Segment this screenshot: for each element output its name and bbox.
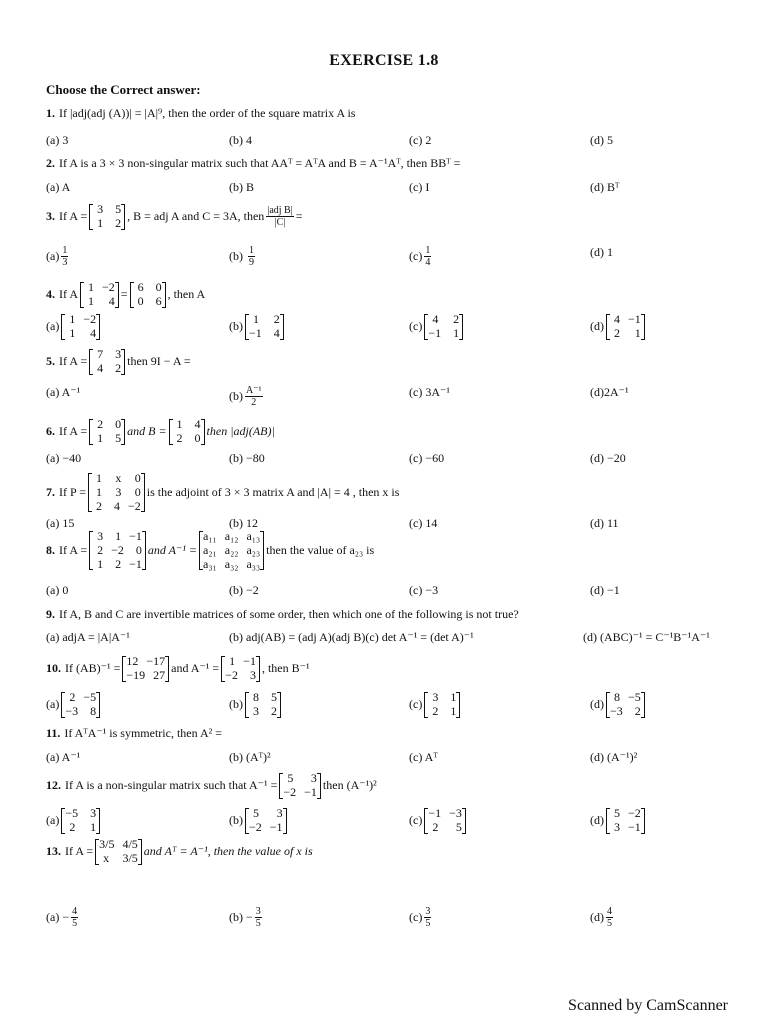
question-text-post: then 9I − A = xyxy=(127,354,191,369)
matrix-entry: 1 xyxy=(96,471,102,485)
matrix-entry: 1 xyxy=(69,312,76,326)
question-8 xyxy=(46,530,374,571)
matrix-entry: a₂₂ xyxy=(224,542,239,557)
question-number: 13. xyxy=(46,844,61,859)
option-c: (c) $\frac{3}{5}$ xyxy=(409,906,431,929)
option-d: (d) (ABC)⁻¹ = C⁻¹B⁻¹A⁻¹ xyxy=(583,630,710,644)
matrix-A xyxy=(89,348,125,376)
matrix-row xyxy=(65,691,96,705)
matrix xyxy=(221,655,260,683)
option-b: (b) $\frac{\text{A⁻¹}}{2}$ xyxy=(229,385,262,408)
matrix-row xyxy=(93,544,142,558)
matrix-P xyxy=(88,472,145,513)
option-c: (c) −1 −3 2 5 xyxy=(409,807,468,835)
matrix-entry: 1 xyxy=(450,703,457,718)
matrix-entry: 1 xyxy=(90,819,97,834)
option-a: (a) A xyxy=(46,180,71,194)
option-b: (b) B xyxy=(229,180,254,194)
matrix-entry: x xyxy=(103,850,110,865)
matrix-row xyxy=(249,327,280,341)
matrix-entry: −2 xyxy=(225,667,238,682)
question-text-pre: If A = xyxy=(59,209,88,224)
matrix-entry: 1 xyxy=(253,312,259,326)
matrix-entry: 2 xyxy=(273,312,280,326)
matrix-entry: −5 xyxy=(83,690,97,704)
question-number: 8. xyxy=(46,543,55,558)
option-c: (c) I xyxy=(409,180,430,194)
matrix-row xyxy=(428,327,459,341)
matrix-row xyxy=(65,313,96,327)
option-b: (b) (Aᵀ)² xyxy=(229,750,271,764)
matrix-entry: 2 xyxy=(97,417,104,431)
option-d: (d) 5 −2 3 −1 xyxy=(590,807,647,835)
option-a: (a) 3 xyxy=(46,133,69,147)
question-text-post: = xyxy=(295,209,303,224)
matrix-entry: 4 xyxy=(273,325,280,340)
matrix-row xyxy=(65,821,96,835)
matrix-row xyxy=(610,705,641,719)
matrix-row xyxy=(283,772,317,786)
matrix-row xyxy=(610,313,641,327)
matrix-row xyxy=(93,432,121,446)
option-b: (b) $\frac{1}{9}$ xyxy=(229,245,254,268)
matrix-entry: −19 xyxy=(126,667,146,682)
matrix-row xyxy=(93,362,121,376)
question-1 xyxy=(46,106,355,121)
matrix-row xyxy=(428,807,462,821)
matrix-entry: a₂₃ xyxy=(246,542,261,557)
option-c: (c) 4 2 −1 1 xyxy=(409,313,465,341)
question-text-mid: and A⁻¹ = xyxy=(147,543,198,558)
page-title: EXERCISE 1.8 xyxy=(329,52,439,69)
matrix-entry: a₂₁ xyxy=(203,542,217,557)
question-2 xyxy=(46,156,460,171)
question-text-post: is the adjoint of 3 × 3 matrix A and |A| = 4 , then x is xyxy=(146,485,400,500)
question-4 xyxy=(46,281,205,309)
matrix xyxy=(279,772,321,800)
matrix-entry: −2 xyxy=(128,498,141,513)
question-number: 1. xyxy=(46,106,55,120)
matrix-entry: −1 xyxy=(249,325,262,340)
matrix-row xyxy=(134,295,162,309)
matrix-row xyxy=(92,500,141,514)
question-text-pre: If A xyxy=(59,287,78,302)
question-number: 5. xyxy=(46,354,55,369)
matrix-entry: 5 xyxy=(115,430,122,445)
option-c: (c) −60 xyxy=(409,451,445,465)
matrix-entry: 2 xyxy=(115,215,122,230)
matrix-B xyxy=(169,418,205,446)
matrix-entry: −17 xyxy=(146,654,166,668)
question-text-pre: If A = xyxy=(59,424,88,439)
option-a: (a) adjA = |A|A⁻¹ xyxy=(46,630,130,644)
matrix-entry: −1 xyxy=(269,819,283,834)
question-text-pre: If A = xyxy=(59,354,88,369)
matrix-entry: a₃₃ xyxy=(246,556,261,571)
matrix-row xyxy=(249,821,283,835)
matrix-entry: 4 xyxy=(90,325,97,340)
question-text-pre: If A = xyxy=(59,543,88,558)
matrix-entry: 5 xyxy=(287,771,294,785)
question-12 xyxy=(46,772,377,800)
matrix-entry: 2 xyxy=(634,703,641,718)
matrix-row xyxy=(93,348,121,362)
matrix-entry: 1 xyxy=(96,484,102,499)
question-text: If A is a 3 × 3 non-singular matrix such that AAᵀ = AᵀA and B = A⁻¹Aᵀ, then BBᵀ = xyxy=(59,156,461,170)
option-a: (a) − $\frac{4}{5}$ xyxy=(46,906,78,929)
matrix-entry: −1 xyxy=(243,654,256,668)
matrix-row xyxy=(65,705,96,719)
matrix-row xyxy=(428,705,456,719)
option-c: (c) Aᵀ xyxy=(409,750,438,764)
matrix-row xyxy=(428,313,459,327)
matrix-entry: 1 xyxy=(97,430,104,445)
option-a: (a) −5 3 2 1 xyxy=(46,807,102,835)
matrix-row xyxy=(126,655,165,669)
question-7 xyxy=(46,472,399,513)
option-c: (c) 2 xyxy=(409,133,432,147)
matrix-entry: −2 xyxy=(283,784,297,799)
option-c: (c) 3 1 2 1 xyxy=(409,691,462,719)
matrix-entry: 2 xyxy=(176,430,183,445)
matrix-entry: −2 xyxy=(249,819,262,834)
matrix-entry: 8 xyxy=(90,703,97,718)
question-text-post: then (A⁻¹)² xyxy=(322,778,377,793)
question-text: If A, B and C are invertible matrices of some order, then which one of the following is not true? xyxy=(59,607,519,621)
question-5 xyxy=(46,348,191,376)
matrix xyxy=(122,655,169,683)
matrix-entry: 5 xyxy=(271,690,277,704)
matrix-entry: 2 xyxy=(432,703,439,718)
matrix-entry: −2 xyxy=(628,806,641,820)
question-number: 7. xyxy=(46,485,55,500)
matrix-entry: a₃₁ xyxy=(203,556,217,571)
matrix-entry: 5 xyxy=(455,819,462,834)
question-number: 12. xyxy=(46,778,61,793)
matrix-entry: 4 xyxy=(114,498,120,513)
matrix-row xyxy=(65,807,96,821)
matrix-entry: 1 xyxy=(450,690,457,704)
question-text-post: then |adj(AB)| xyxy=(206,424,275,439)
fraction: $\frac{\text{|adj B|}}{|C|}$ xyxy=(267,205,293,229)
option-b: (b) −2 xyxy=(229,583,259,597)
option-a: (a) A⁻¹ xyxy=(46,385,81,399)
option-d: (d) 4 −1 2 1 xyxy=(590,313,647,341)
question-text-mid: and B = xyxy=(127,424,167,439)
matrix-entry: 3 xyxy=(249,667,256,682)
matrix-entry: 5 xyxy=(253,806,259,820)
matrix-row xyxy=(249,705,277,719)
option-a: (a) A⁻¹ xyxy=(46,750,81,764)
option-a: (a) $\frac{1}{3}$ xyxy=(46,245,68,268)
matrix-entry: 7 xyxy=(97,347,104,361)
matrix-entry: −2 xyxy=(111,542,124,557)
matrix-entry: 5 xyxy=(115,202,122,216)
equals-sign: = xyxy=(120,287,128,302)
matrix-entry: −1 xyxy=(304,784,317,799)
matrix-entry: a₁₂ xyxy=(224,529,239,543)
option-a: (a) −40 xyxy=(46,451,82,465)
matrix-entry: 1 xyxy=(634,325,641,340)
scanner-watermark: Scanned by CamScanner xyxy=(568,997,728,1014)
matrix-entry: 4 xyxy=(432,312,439,326)
option-b: (b) −80 xyxy=(229,451,265,465)
matrix-row xyxy=(84,295,115,309)
option-a: (a) 0 xyxy=(46,583,69,597)
matrix-entry: 8 xyxy=(253,690,259,704)
matrix-row xyxy=(225,669,256,683)
matrix-entry: −1 xyxy=(628,312,641,326)
question-number: 3. xyxy=(46,209,55,224)
matrix-entry: 2 xyxy=(453,312,460,326)
matrix-row xyxy=(92,486,141,500)
question-number: 6. xyxy=(46,424,55,439)
matrix-row xyxy=(203,558,260,572)
matrix-entry: −1 xyxy=(129,529,142,543)
option-c: (c) $\frac{1}{4}$ xyxy=(409,245,431,268)
matrix-entry: 1 xyxy=(69,325,76,340)
matrix-entry: 27 xyxy=(153,667,166,682)
matrix-entry: 1 xyxy=(115,529,122,543)
matrix-entry: 2 xyxy=(69,690,76,704)
question-number: 2. xyxy=(46,156,55,170)
matrix-entry: 4/5 xyxy=(122,837,138,851)
matrix-entry: 12 xyxy=(126,654,139,668)
matrix-entry: 3 xyxy=(432,690,439,704)
question-text-post: , then B⁻¹ xyxy=(261,661,310,676)
matrix-row xyxy=(173,418,201,432)
option-d: (d) 11 xyxy=(590,516,619,530)
matrix-entry: 6 xyxy=(137,280,144,294)
matrix-row xyxy=(92,472,141,486)
matrix-entry: 4 xyxy=(614,312,620,326)
option-d: (d) 5 xyxy=(590,133,613,147)
matrix-entry: −5 xyxy=(628,690,641,704)
instructions: Choose the Correct answer: xyxy=(46,82,201,97)
option-b: (b) 4 xyxy=(229,133,252,147)
option-b: (b) 8 5 3 2 xyxy=(229,691,283,719)
matrix-entry: −5 xyxy=(65,806,79,820)
matrix-row xyxy=(93,558,142,572)
matrix-row xyxy=(134,281,162,295)
option-a: (a) 1 −2 1 4 xyxy=(46,313,102,341)
option-d: (d) −1 xyxy=(590,583,620,597)
matrix-entry: 3 xyxy=(90,806,97,820)
option-d: (d) $\frac{4}{5}$ xyxy=(590,906,612,929)
matrix-entry: a₃₂ xyxy=(224,556,239,571)
matrix-row xyxy=(225,655,256,669)
matrix-row xyxy=(249,313,280,327)
matrix-entry: −1 xyxy=(628,819,641,834)
question-10 xyxy=(46,655,310,683)
matrix-entry: 3 xyxy=(97,202,104,216)
matrix-row xyxy=(249,691,277,705)
question-text-pre: If A = xyxy=(65,844,94,859)
matrix-row xyxy=(84,281,115,295)
matrix-entry: 0 xyxy=(134,484,141,499)
matrix-row xyxy=(610,691,641,705)
option-d: (d) −20 xyxy=(590,451,626,465)
question-11 xyxy=(46,726,222,741)
question-number: 10. xyxy=(46,661,61,676)
option-a: (a) 2 −5 −3 8 xyxy=(46,691,102,719)
matrix-row xyxy=(93,203,121,217)
question-text: If |adj(adj (A))| = |A|⁹, then the order of the square matrix A is xyxy=(59,106,356,120)
matrix-A xyxy=(89,530,146,571)
matrix-entry: a₁₃ xyxy=(246,529,261,543)
matrix-row xyxy=(249,807,283,821)
question-13 xyxy=(46,838,313,866)
matrix-entry: 0 xyxy=(137,293,144,308)
matrix-entry: 5 xyxy=(614,806,620,820)
question-text: If AᵀA⁻¹ is symmetric, then A² = xyxy=(64,726,222,740)
matrix-entry: 6 xyxy=(155,293,162,308)
matrix-row xyxy=(126,669,165,683)
matrix-entry: 0 xyxy=(194,430,201,445)
matrix-entry: −2 xyxy=(102,280,115,294)
question-text-post: then the value of a₂₃ is xyxy=(266,543,375,558)
option-a: (a) 15 xyxy=(46,516,75,530)
option-c: (c) 3A⁻¹ xyxy=(409,385,450,399)
matrix-entry: 3 xyxy=(614,819,620,834)
matrix-row xyxy=(283,786,317,800)
matrix-entry: 4 xyxy=(108,293,115,308)
question-text-pre: If (AB)⁻¹ = xyxy=(65,661,121,676)
matrix-entry: −1 xyxy=(129,556,142,571)
question-3 xyxy=(46,203,302,231)
matrix-row xyxy=(428,691,456,705)
matrix-entry: 4 xyxy=(97,360,104,375)
matrix-entry: 3 xyxy=(276,806,283,820)
matrix-entry: 1 xyxy=(88,293,94,308)
matrix-A xyxy=(95,838,142,866)
matrix-entry: 0 xyxy=(135,542,142,557)
matrix-entry: −3 xyxy=(610,703,623,718)
matrix-entry: 2 xyxy=(614,325,620,340)
matrix-A xyxy=(89,203,125,231)
question-9 xyxy=(46,607,519,622)
matrix-row xyxy=(93,217,121,231)
matrix-entry: 0 xyxy=(134,471,141,485)
matrix-entry: 1 xyxy=(97,215,104,230)
question-number: 4. xyxy=(46,287,55,302)
option-d: (d) (A⁻¹)² xyxy=(590,750,638,764)
matrix-entry: −3 xyxy=(449,806,462,820)
matrix-entry: 1 xyxy=(176,417,183,431)
matrix-entry: −1 xyxy=(428,325,442,340)
matrix-entry: 3 xyxy=(310,771,317,785)
matrix-entry: x xyxy=(115,471,122,485)
matrix-entry: 2 xyxy=(432,819,439,834)
matrix-entry: −1 xyxy=(428,806,442,820)
option-c: (c) 14 xyxy=(409,516,438,530)
matrix-entry: 2 xyxy=(115,360,122,375)
matrix-row xyxy=(93,530,142,544)
option-b-c: (b) adj(AB) = (adj A)(adj B)(c) det A⁻¹ = (det A)⁻¹ xyxy=(229,630,474,644)
option-c: (c) −3 xyxy=(409,583,439,597)
matrix-entry: 0 xyxy=(155,280,162,294)
option-d: (d)2A⁻¹ xyxy=(590,385,629,399)
option-b: (b) 1 2 −1 4 xyxy=(229,313,286,341)
matrix-A-inverse xyxy=(199,530,264,571)
matrix xyxy=(130,281,166,309)
matrix-entry: 4 xyxy=(194,417,201,431)
option-d: (d) Bᵀ xyxy=(590,180,620,194)
matrix-entry: 3 xyxy=(97,529,104,543)
matrix-entry: 2 xyxy=(96,498,102,513)
matrix-entry: 2 xyxy=(97,542,104,557)
matrix-entry: 2 xyxy=(69,819,76,834)
matrix-entry: 3/5 xyxy=(122,850,138,865)
matrix-entry: 0 xyxy=(115,417,122,431)
matrix-entry: 1 xyxy=(229,654,236,668)
matrix-row xyxy=(203,544,260,558)
question-text-mid: , B = adj A and C = 3A, then xyxy=(127,209,265,224)
matrix-entry: 2 xyxy=(115,556,122,571)
question-text-mid: and A⁻¹ = xyxy=(171,661,220,676)
matrix-row xyxy=(65,327,96,341)
matrix xyxy=(80,281,119,309)
matrix-entry: −3 xyxy=(65,703,79,718)
question-number: 9. xyxy=(46,607,55,621)
matrix-row xyxy=(203,530,260,544)
option-d: (d) 1 xyxy=(590,245,613,259)
question-text-post: , then A xyxy=(167,287,206,302)
question-text-post: and Aᵀ = A⁻¹, then the value of x is xyxy=(143,844,313,859)
matrix-row xyxy=(93,418,121,432)
option-d: (d) 8 −5 −3 2 xyxy=(590,691,647,719)
question-text-pre: If P = xyxy=(59,485,86,500)
matrix-row xyxy=(99,852,138,866)
question-text-pre: If A is a non-singular matrix such that A⁻¹ = xyxy=(65,778,278,793)
matrix-row xyxy=(610,821,641,835)
option-b: (b) − $\frac{3}{5}$ xyxy=(229,906,261,929)
matrix-row xyxy=(610,807,641,821)
matrix-entry: 3/5 xyxy=(99,837,115,851)
matrix-row xyxy=(610,327,641,341)
question-number: 11. xyxy=(46,726,61,740)
matrix-row xyxy=(428,821,462,835)
matrix-entry: 2 xyxy=(271,703,277,718)
option-b: (b) 12 xyxy=(229,516,258,530)
matrix-row xyxy=(99,838,138,852)
matrix-entry: 1 xyxy=(88,280,94,294)
matrix-entry: a₁₁ xyxy=(203,529,217,543)
matrix-row xyxy=(173,432,201,446)
matrix-entry: 1 xyxy=(97,556,104,571)
matrix-entry: 8 xyxy=(614,690,620,704)
matrix-entry: −2 xyxy=(83,312,97,326)
question-6 xyxy=(46,418,275,446)
matrix-entry: 3 xyxy=(115,484,122,499)
matrix-entry: 1 xyxy=(453,325,460,340)
option-b: (b) 5 3 −2 −1 xyxy=(229,807,289,835)
matrix-entry: 3 xyxy=(115,347,122,361)
matrix-A xyxy=(89,418,125,446)
matrix-entry: 3 xyxy=(253,703,259,718)
